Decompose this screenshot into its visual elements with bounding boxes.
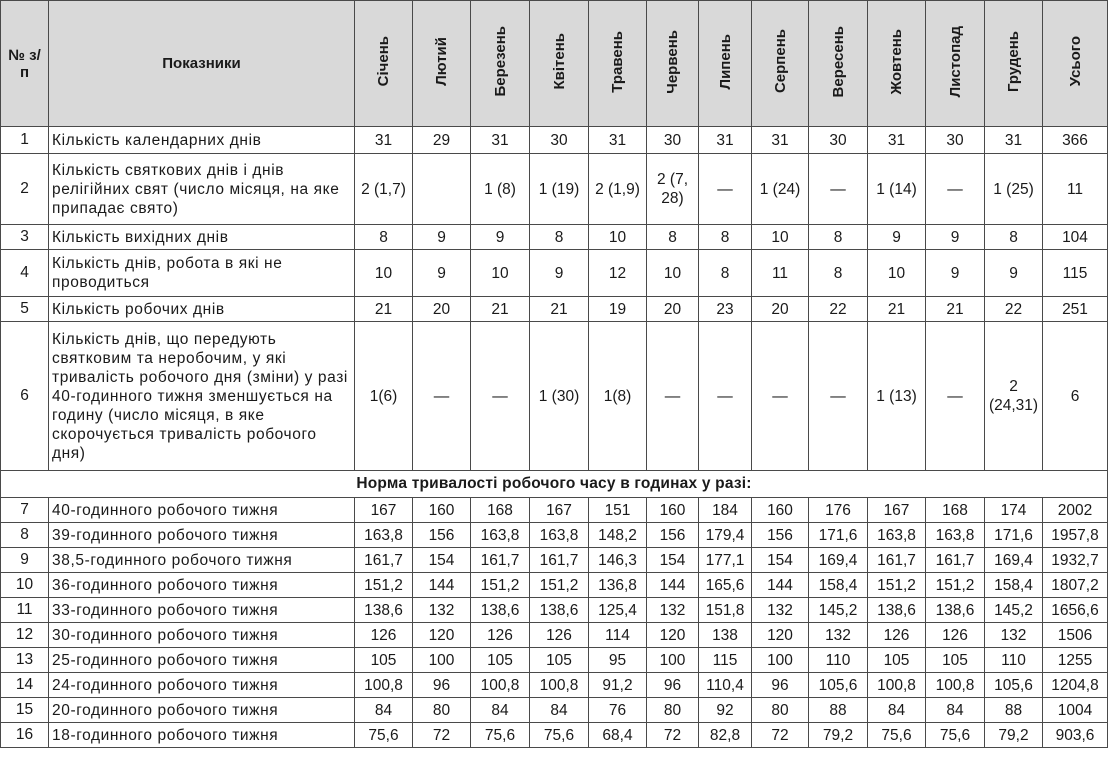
month-value-cell: 174 [985, 498, 1043, 523]
header-row [1, 1, 1108, 127]
month-value-cell: 105,6 [809, 673, 868, 698]
month-value-cell: 21 [471, 297, 530, 322]
month-value-cell: 2 (1,9) [589, 154, 647, 225]
month-value-cell: 84 [868, 698, 926, 723]
month-value-cell: 10 [868, 250, 926, 297]
month-value-cell: 167 [530, 498, 589, 523]
header-month-label: Грудень [1005, 30, 1022, 92]
month-value-cell: 12 [589, 250, 647, 297]
month-value-cell: 8 [530, 225, 589, 250]
table-row [1, 623, 1108, 648]
month-value-cell: 21 [868, 297, 926, 322]
row-label: Кількість святкових днів і днів релігійних свят (число місяця, на яке припадає свято) [49, 154, 355, 225]
header-month-label: Січень [375, 36, 392, 87]
row-label: Кількість календарних днів [49, 127, 355, 154]
month-value-cell: 171,6 [809, 523, 868, 548]
row-total-cell: 2002 [1043, 498, 1108, 523]
month-value-cell: 20 [413, 297, 471, 322]
header-month-label: Червень [664, 29, 681, 94]
month-value-cell: 9 [868, 225, 926, 250]
row-number: 7 [1, 498, 49, 523]
month-value-cell: 80 [752, 698, 809, 723]
month-value-cell: 10 [752, 225, 809, 250]
month-value-cell: 169,4 [809, 548, 868, 573]
month-value-cell: 10 [589, 225, 647, 250]
month-value-cell: 80 [647, 698, 699, 723]
month-value-cell: 1 (30) [530, 322, 589, 471]
row-label: 33-годинного робочого тижня [49, 598, 355, 623]
table-row [1, 297, 1108, 322]
table-row [1, 573, 1108, 598]
month-value-cell: 120 [752, 623, 809, 648]
month-value-cell: 8 [985, 225, 1043, 250]
table-row [1, 723, 1108, 748]
month-value-cell: 84 [355, 698, 413, 723]
header-month [809, 1, 868, 127]
month-value-cell: 154 [413, 548, 471, 573]
month-value-cell: 138,6 [530, 598, 589, 623]
table-row [1, 127, 1108, 154]
month-value-cell: 156 [647, 523, 699, 548]
month-value-cell: — [926, 154, 985, 225]
month-value-cell: 154 [752, 548, 809, 573]
row-total-cell: 1255 [1043, 648, 1108, 673]
row-number: 13 [1, 648, 49, 673]
month-value-cell: 1(8) [589, 322, 647, 471]
month-value-cell: 1(6) [355, 322, 413, 471]
row-number: 9 [1, 548, 49, 573]
month-value-cell: 72 [647, 723, 699, 748]
month-value-cell: 30 [647, 127, 699, 154]
month-value-cell: 75,6 [530, 723, 589, 748]
month-value-cell: 31 [699, 127, 752, 154]
month-value-cell: 151,2 [471, 573, 530, 598]
month-value-cell: 126 [471, 623, 530, 648]
month-value-cell: — [752, 322, 809, 471]
month-value-cell: 163,8 [530, 523, 589, 548]
month-value-cell: 136,8 [589, 573, 647, 598]
month-value-cell: 126 [868, 623, 926, 648]
row-total-cell: 104 [1043, 225, 1108, 250]
month-value-cell: 145,2 [809, 598, 868, 623]
month-value-cell: 76 [589, 698, 647, 723]
month-value-cell: 120 [647, 623, 699, 648]
month-value-cell: 105 [471, 648, 530, 673]
header-month [413, 1, 471, 127]
month-value-cell: 145,2 [985, 598, 1043, 623]
row-label: 24-годинного робочого тижня [49, 673, 355, 698]
month-value-cell: 21 [926, 297, 985, 322]
month-value-cell: 31 [985, 127, 1043, 154]
row-total-cell: 11 [1043, 154, 1108, 225]
section-row [1, 471, 1108, 498]
month-value-cell: 11 [752, 250, 809, 297]
table-row [1, 154, 1108, 225]
month-value-cell: 30 [809, 127, 868, 154]
month-value-cell: 105 [926, 648, 985, 673]
month-value-cell: — [699, 322, 752, 471]
row-total-cell: 1506 [1043, 623, 1108, 648]
month-value-cell: 84 [926, 698, 985, 723]
month-value-cell: 151,2 [926, 573, 985, 598]
month-value-cell: 8 [355, 225, 413, 250]
header-month [355, 1, 413, 127]
month-value-cell: 160 [413, 498, 471, 523]
row-number: 16 [1, 723, 49, 748]
row-number: 12 [1, 623, 49, 648]
month-value-cell: 72 [752, 723, 809, 748]
header-month [699, 1, 752, 127]
month-value-cell: 161,7 [355, 548, 413, 573]
month-value-cell: 168 [471, 498, 530, 523]
month-value-cell: 9 [985, 250, 1043, 297]
month-value-cell: — [809, 322, 868, 471]
header-month-label: Липень [716, 33, 734, 90]
month-value-cell: 96 [647, 673, 699, 698]
month-value-cell: 163,8 [355, 523, 413, 548]
month-value-cell: 30 [926, 127, 985, 154]
month-value-cell: 132 [985, 623, 1043, 648]
month-value-cell: 154 [647, 548, 699, 573]
month-value-cell: 10 [647, 250, 699, 297]
header-month-label: Травень [609, 30, 626, 93]
month-value-cell: 132 [647, 598, 699, 623]
header-month-label: Вересень [829, 25, 847, 98]
month-value-cell: 151,2 [530, 573, 589, 598]
row-total-cell: 1004 [1043, 698, 1108, 723]
month-value-cell: 151,2 [868, 573, 926, 598]
month-value-cell: 120 [413, 623, 471, 648]
month-value-cell: 100,8 [530, 673, 589, 698]
table-row [1, 698, 1108, 723]
row-label: 20-годинного робочого тижня [49, 698, 355, 723]
month-value-cell: 138 [699, 623, 752, 648]
row-number: 5 [1, 297, 49, 322]
month-value-cell: — [809, 154, 868, 225]
header-month [471, 1, 530, 127]
table-row [1, 648, 1108, 673]
month-value-cell: 138,6 [471, 598, 530, 623]
table-row [1, 322, 1108, 471]
row-label: Кількість вихідних днів [49, 225, 355, 250]
month-value-cell: 100,8 [355, 673, 413, 698]
row-number: 6 [1, 322, 49, 471]
month-value-cell: 100 [647, 648, 699, 673]
month-value-cell: 161,7 [926, 548, 985, 573]
month-value-cell: 163,8 [926, 523, 985, 548]
row-number: 1 [1, 127, 49, 154]
row-total-cell: 115 [1043, 250, 1108, 297]
row-number: 3 [1, 225, 49, 250]
month-value-cell: 138,6 [355, 598, 413, 623]
month-value-cell: 158,4 [985, 573, 1043, 598]
month-value-cell: 8 [809, 250, 868, 297]
header-month [589, 1, 647, 127]
row-total-cell: 1957,8 [1043, 523, 1108, 548]
month-value-cell: 110,4 [699, 673, 752, 698]
month-value-cell: 75,6 [868, 723, 926, 748]
header-month [752, 1, 809, 127]
month-value-cell: 10 [471, 250, 530, 297]
month-value-cell: 105 [530, 648, 589, 673]
month-value-cell: 100,8 [471, 673, 530, 698]
month-value-cell: 29 [413, 127, 471, 154]
month-value-cell: 126 [530, 623, 589, 648]
month-value-cell: 1 (25) [985, 154, 1043, 225]
month-value-cell: 9 [926, 250, 985, 297]
month-value-cell: 22 [985, 297, 1043, 322]
month-value-cell: — [471, 322, 530, 471]
month-value-cell: 1 (24) [752, 154, 809, 225]
month-value-cell: 184 [699, 498, 752, 523]
month-value-cell: 169,4 [985, 548, 1043, 573]
month-value-cell: 132 [809, 623, 868, 648]
month-value-cell: — [699, 154, 752, 225]
header-month-label: Серпень [771, 29, 789, 94]
row-label: 38,5-годинного робочого тижня [49, 548, 355, 573]
month-value-cell: 21 [530, 297, 589, 322]
month-value-cell: 156 [413, 523, 471, 548]
month-value-cell: 75,6 [926, 723, 985, 748]
month-value-cell: 126 [355, 623, 413, 648]
header-number: № з/п [1, 1, 49, 127]
month-value-cell: 1 (14) [868, 154, 926, 225]
row-number: 10 [1, 573, 49, 598]
month-value-cell: 20 [752, 297, 809, 322]
row-label: 36-годинного робочого тижня [49, 573, 355, 598]
month-value-cell: 2 (24,31) [985, 322, 1043, 471]
row-total-cell: 6 [1043, 322, 1108, 471]
month-value-cell: 8 [809, 225, 868, 250]
month-value-cell: 125,4 [589, 598, 647, 623]
table-row [1, 250, 1108, 297]
month-value-cell: — [413, 322, 471, 471]
table-row [1, 225, 1108, 250]
month-value-cell: 20 [647, 297, 699, 322]
row-number: 15 [1, 698, 49, 723]
row-number: 8 [1, 523, 49, 548]
table-row [1, 548, 1108, 573]
month-value-cell: 138,6 [868, 598, 926, 623]
month-value-cell: 110 [985, 648, 1043, 673]
month-value-cell: 100 [752, 648, 809, 673]
month-value-cell [413, 154, 471, 225]
row-total-cell: 903,6 [1043, 723, 1108, 748]
month-value-cell: 9 [413, 225, 471, 250]
month-value-cell: 79,2 [985, 723, 1043, 748]
header-month [926, 1, 985, 127]
month-value-cell: 79,2 [809, 723, 868, 748]
header-month [647, 1, 699, 127]
month-value-cell: 167 [355, 498, 413, 523]
month-value-cell: 171,6 [985, 523, 1043, 548]
month-value-cell: 84 [471, 698, 530, 723]
month-value-cell: 9 [926, 225, 985, 250]
header-month-label: Лютий [433, 37, 450, 86]
month-value-cell: 144 [647, 573, 699, 598]
month-value-cell: 151,2 [355, 573, 413, 598]
header-month [530, 1, 589, 127]
month-value-cell: 1 (8) [471, 154, 530, 225]
month-value-cell: 126 [926, 623, 985, 648]
month-value-cell: 96 [413, 673, 471, 698]
month-value-cell: 31 [471, 127, 530, 154]
row-label: 39-годинного робочого тижня [49, 523, 355, 548]
row-label: 25-годинного робочого тижня [49, 648, 355, 673]
month-value-cell: 177,1 [699, 548, 752, 573]
month-value-cell: 105 [868, 648, 926, 673]
month-value-cell: 91,2 [589, 673, 647, 698]
month-value-cell: 9 [530, 250, 589, 297]
month-value-cell: 19 [589, 297, 647, 322]
month-value-cell: 95 [589, 648, 647, 673]
month-value-cell: 23 [699, 297, 752, 322]
header-total-label: Усього [1066, 36, 1084, 87]
month-value-cell: 176 [809, 498, 868, 523]
row-total-cell: 1656,6 [1043, 598, 1108, 623]
month-value-cell: 132 [752, 598, 809, 623]
month-value-cell: 114 [589, 623, 647, 648]
month-value-cell: 2 (7, 28) [647, 154, 699, 225]
month-value-cell: 144 [752, 573, 809, 598]
month-value-cell: 160 [647, 498, 699, 523]
month-value-cell: 163,8 [471, 523, 530, 548]
month-value-cell: 9 [471, 225, 530, 250]
month-value-cell: 110 [809, 648, 868, 673]
month-value-cell: 21 [355, 297, 413, 322]
month-value-cell: 82,8 [699, 723, 752, 748]
month-value-cell: 151,8 [699, 598, 752, 623]
month-value-cell: 31 [355, 127, 413, 154]
table-row [1, 523, 1108, 548]
month-value-cell: 75,6 [471, 723, 530, 748]
row-number: 11 [1, 598, 49, 623]
month-value-cell: 75,6 [355, 723, 413, 748]
month-value-cell: 1 (13) [868, 322, 926, 471]
month-value-cell: 115 [699, 648, 752, 673]
row-label: Кількість днів, робота в які не проводиться [49, 250, 355, 297]
header-total [1043, 1, 1108, 127]
month-value-cell: 8 [647, 225, 699, 250]
month-value-cell: 31 [868, 127, 926, 154]
month-value-cell: 151 [589, 498, 647, 523]
month-value-cell: 1 (19) [530, 154, 589, 225]
month-value-cell: 165,6 [699, 573, 752, 598]
month-value-cell: 2 (1,7) [355, 154, 413, 225]
header-month-label: Березень [491, 26, 509, 97]
month-value-cell: 92 [699, 698, 752, 723]
header-month-label: Листопад [946, 25, 964, 98]
row-label: 30-годинного робочого тижня [49, 623, 355, 648]
month-value-cell: 168 [926, 498, 985, 523]
row-label: Кількість днів, що передують святковим та неробочим, у які тривалість робочого дня (зміни) у разі 40-годинного тижня зменшується на годину (число місяця, в яке скорочується тривалість робочого дня) [49, 322, 355, 471]
month-value-cell: 31 [752, 127, 809, 154]
month-value-cell: 31 [589, 127, 647, 154]
header-month [868, 1, 926, 127]
row-number: 2 [1, 154, 49, 225]
table-row [1, 498, 1108, 523]
month-value-cell: 167 [868, 498, 926, 523]
month-value-cell: 88 [809, 698, 868, 723]
month-value-cell: 30 [530, 127, 589, 154]
header-month-label: Квітень [550, 33, 568, 90]
month-value-cell: 100,8 [868, 673, 926, 698]
month-value-cell: 80 [413, 698, 471, 723]
month-value-cell: 158,4 [809, 573, 868, 598]
row-label: Кількість робочих днів [49, 297, 355, 322]
row-total-cell: 366 [1043, 127, 1108, 154]
month-value-cell: 161,7 [868, 548, 926, 573]
header-indicators: Показники [49, 1, 355, 127]
row-label: 18-годинного робочого тижня [49, 723, 355, 748]
table-row [1, 673, 1108, 698]
row-total-cell: 251 [1043, 297, 1108, 322]
row-total-cell: 1204,8 [1043, 673, 1108, 698]
header-month [985, 1, 1043, 127]
row-total-cell: 1807,2 [1043, 573, 1108, 598]
row-label: 40-годинного робочого тижня [49, 498, 355, 523]
table-body [1, 127, 1108, 748]
month-value-cell: 88 [985, 698, 1043, 723]
month-value-cell: 163,8 [868, 523, 926, 548]
month-value-cell: 10 [355, 250, 413, 297]
month-value-cell: 144 [413, 573, 471, 598]
month-value-cell: 100,8 [926, 673, 985, 698]
month-value-cell: 132 [413, 598, 471, 623]
month-value-cell: — [926, 322, 985, 471]
month-value-cell: 68,4 [589, 723, 647, 748]
month-value-cell: 138,6 [926, 598, 985, 623]
month-value-cell: 156 [752, 523, 809, 548]
month-value-cell: 8 [699, 225, 752, 250]
month-value-cell: 22 [809, 297, 868, 322]
month-value-cell: 179,4 [699, 523, 752, 548]
header-month-label: Жовтень [888, 28, 905, 95]
month-value-cell: 146,3 [589, 548, 647, 573]
month-value-cell: 105,6 [985, 673, 1043, 698]
section-title: Норма тривалості робочого часу в годинах у разі: [1, 471, 1108, 498]
month-value-cell: 96 [752, 673, 809, 698]
month-value-cell: 9 [413, 250, 471, 297]
month-value-cell: 161,7 [471, 548, 530, 573]
month-value-cell: 148,2 [589, 523, 647, 548]
month-value-cell: 160 [752, 498, 809, 523]
month-value-cell: 105 [355, 648, 413, 673]
row-number: 14 [1, 673, 49, 698]
month-value-cell: 100 [413, 648, 471, 673]
month-value-cell: — [647, 322, 699, 471]
row-number: 4 [1, 250, 49, 297]
month-value-cell: 84 [530, 698, 589, 723]
month-value-cell: 8 [699, 250, 752, 297]
month-value-cell: 161,7 [530, 548, 589, 573]
month-value-cell: 72 [413, 723, 471, 748]
row-total-cell: 1932,7 [1043, 548, 1108, 573]
table-row [1, 598, 1108, 623]
